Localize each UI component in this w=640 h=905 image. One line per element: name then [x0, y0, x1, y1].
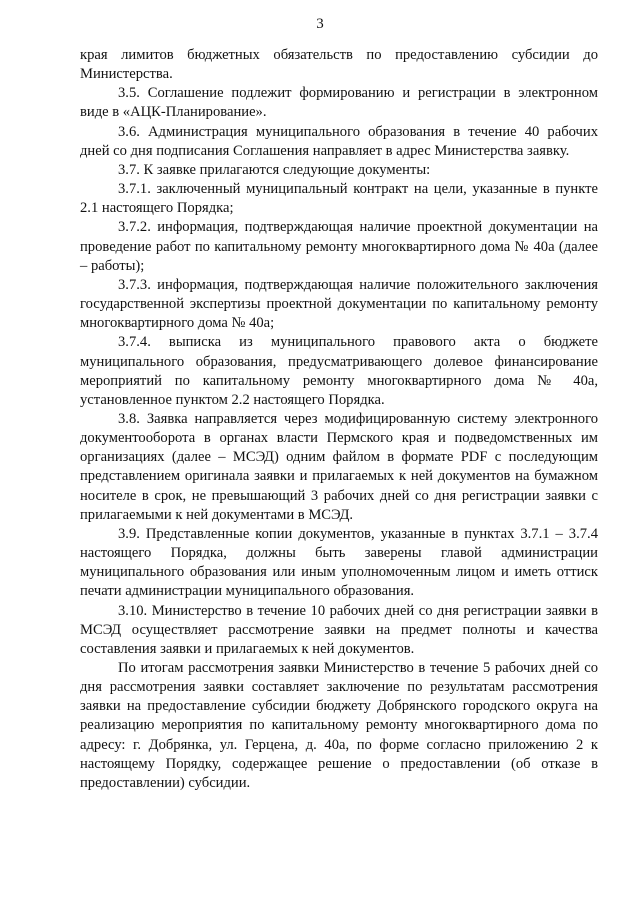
paragraph-3-10: 3.10. Министерство в течение 10 рабочих дней со дня регистрации заявки в МСЭД осуществляет рассмотрение заявки на предмет полноты и качества составления заявки и прилагаемых к ней документов.	[80, 602, 598, 657]
paragraph-3-7-3: 3.7.3. информация, подтверждающая наличие положительного заключения государственной экспертизы проектной документации по капитальному ремонту многоквартирного дома № 40а;	[80, 276, 598, 332]
paragraph-3-8: 3.8. Заявка направляется через модифицированную систему электронного документооборота в органах власти Пермского края и подведомственных им организациях (далее – МСЭД) одним файлом в формате PDF с последующим представлением оригинала заявки и прилагаемых к ней документов на бумажном носителе в срок, не превышающий 3 рабочих дней со дня регистрации заявки с прилагаемыми к ней документами в МСЭД.	[80, 410, 598, 523]
paragraph-3-7-2: 3.7.2. информация, подтверждающая наличие проектной документации на проведение работ по капитальному ремонту многоквартирного дома № 40а (далее – работы);	[80, 219, 598, 274]
paragraph-continuation: края лимитов бюджетных обязательств по предоставлению субсидии до Министерства.	[80, 47, 598, 83]
paragraph-3-5: 3.5. Соглашение подлежит формированию и регистрации в электронном виде в «АЦК-Планирование».	[80, 85, 598, 121]
paragraph-3-9: 3.9. Представленные копии документов, указанные в пунктах 3.7.1 – 3.7.4 настоящего Порядка, должны быть заверены главой администрации муниципального образования или иным уполномоченным лицом и иметь оттиск печати администрации муниципального образования.	[80, 525, 598, 600]
paragraph-3-7-1: 3.7.1. заключенный муниципальный контракт на цели, указанные в пункте 2.1 настоящего Порядка;	[80, 181, 598, 217]
document-body	[80, 46, 598, 793]
paragraph-3-7-4: 3.7.4. выписка из муниципального правового акта о бюджете муниципального образования, предусматривающего долевое финансирование мероприятий по капитальному ремонту многоквартирного дома № 40а, установленное пунктом 2.2 настоящего Порядка.	[80, 334, 598, 408]
paragraph-3-6: 3.6. Администрация муниципального образования в течение 40 рабочих дней со дня подписания Соглашения направляет в адрес Министерства заявку.	[80, 123, 598, 159]
paragraph-review-results: По итогам рассмотрения заявки Министерство в течение 5 рабочих дней со дня рассмотрения заявки составляет заключение по результатам рассмотрения заявки на предоставление субсидии бюджету Добрянского городского округа на реализацию мероприятия по капитальному ремонту многоквартирного дома по адресу: г. Добрянка, ул. Герцена, д. 40а, по форме согласно приложению 2 к настоящему Порядку, содержащее решение о предоставлении (об отказе в предоставлении) субсидии.	[80, 660, 598, 791]
page-number: 3	[316, 16, 324, 32]
paragraph-3-7: 3.7. К заявке прилагаются следующие документы:	[118, 161, 431, 178]
